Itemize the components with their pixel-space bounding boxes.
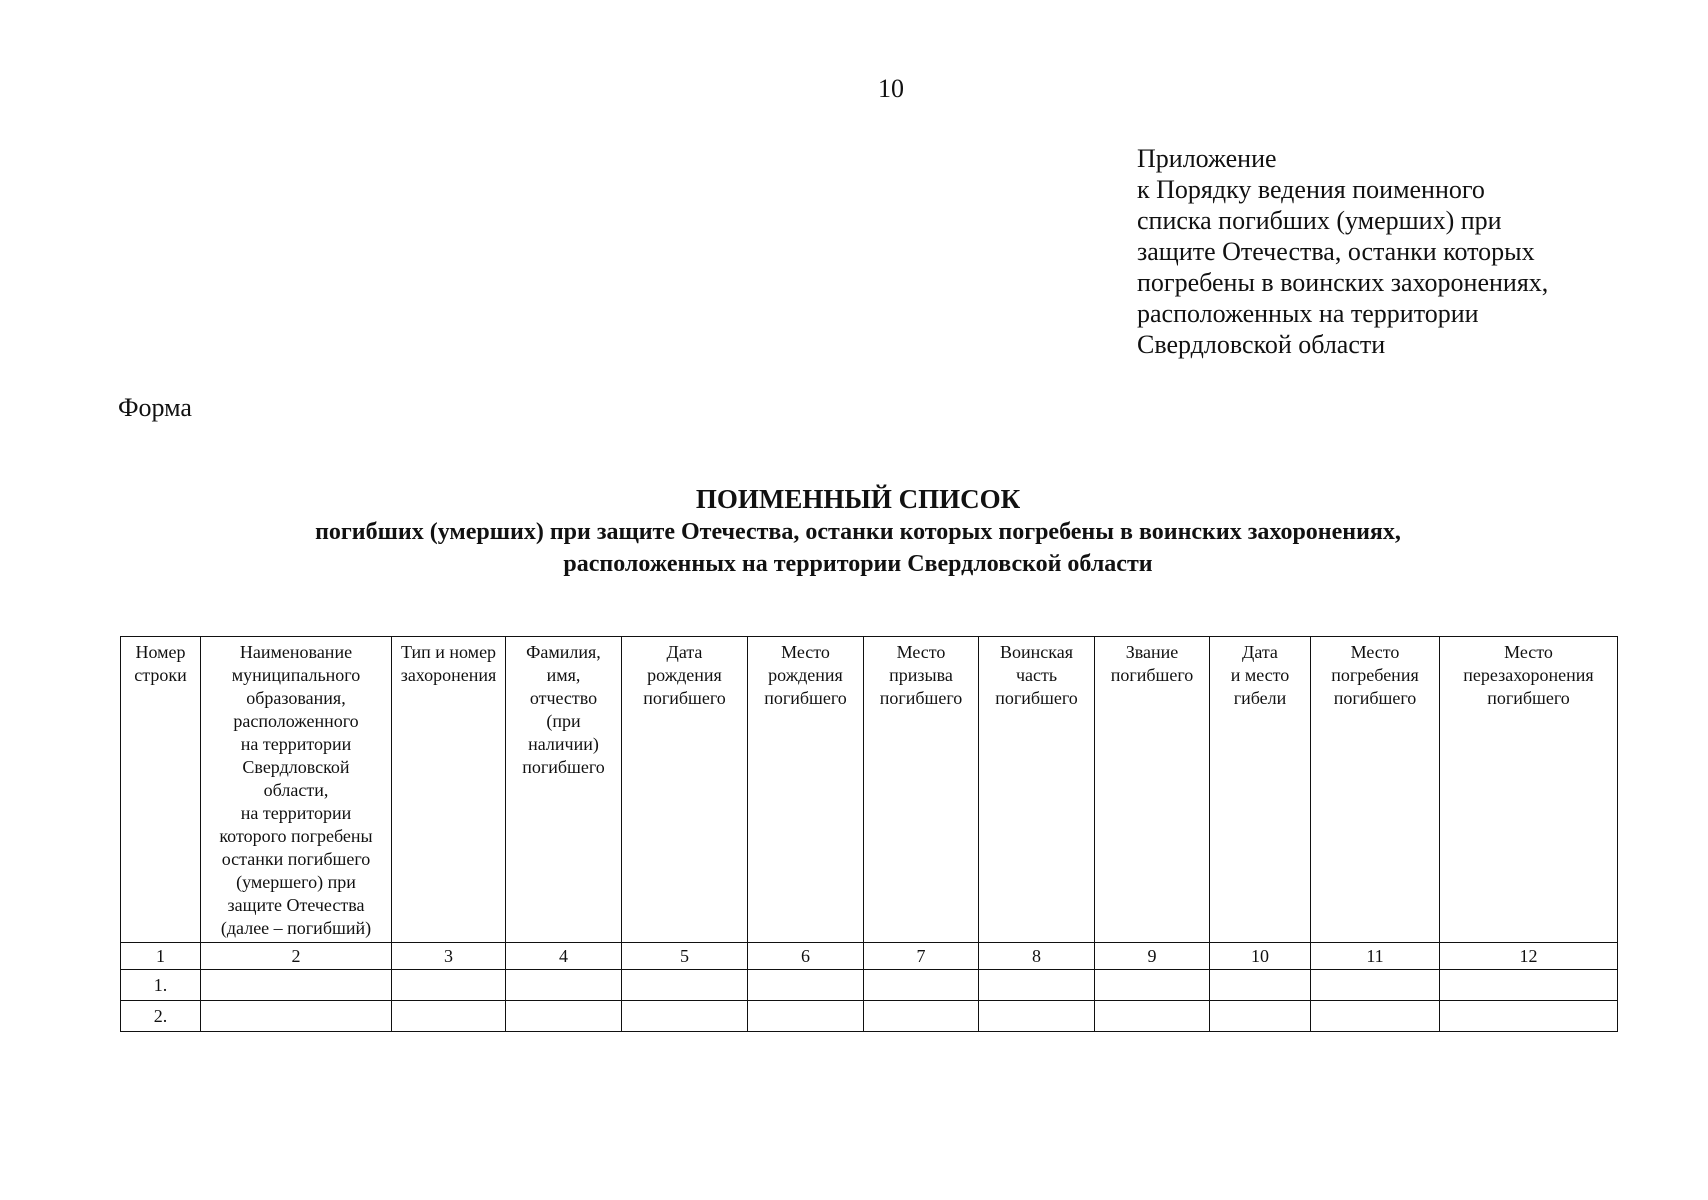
appendix-line: Приложение — [1137, 144, 1277, 173]
table-cell — [622, 1001, 748, 1032]
column-number: 8 — [979, 943, 1095, 970]
column-header: Место призыва погибшего — [864, 637, 979, 943]
column-header: Наименование муниципального образования, расположенного на территории Свердловской области, на территории которого погребены останки погибшего (умершего) при защите Отечества (далее – погибший) — [201, 637, 392, 943]
table-cell — [864, 970, 979, 1001]
table-cell — [392, 970, 506, 1001]
column-header: Номер строки — [121, 637, 201, 943]
row-number: 1. — [121, 970, 201, 1001]
table-cell — [1440, 970, 1618, 1001]
appendix-line: погребены в воинских захоронениях, — [1137, 268, 1549, 297]
document-title — [120, 482, 1596, 580]
column-number: 1 — [121, 943, 201, 970]
column-number: 7 — [864, 943, 979, 970]
title-main: ПОИМЕННЫЙ СПИСОК — [695, 484, 1021, 514]
table-cell — [748, 970, 864, 1001]
column-number: 4 — [506, 943, 622, 970]
appendix-line: расположенных на территории — [1137, 299, 1479, 328]
column-number-row — [121, 943, 1618, 970]
table-cell — [622, 970, 748, 1001]
column-header: Фамилия, имя, отчество (при наличии) погибшего — [506, 637, 622, 943]
appendix-line: списка погибших (умерших) при — [1137, 206, 1502, 235]
appendix-line: Свердловской области — [1137, 330, 1386, 359]
column-number: 3 — [392, 943, 506, 970]
row-number: 2. — [121, 1001, 201, 1032]
appendix-line: защите Отечества, останки которых — [1137, 237, 1535, 266]
appendix-line: к Порядку ведения поименного — [1137, 175, 1485, 204]
column-number: 2 — [201, 943, 392, 970]
table-cell — [506, 1001, 622, 1032]
column-header: Дата рождения погибшего — [622, 637, 748, 943]
page-number: 10 — [878, 74, 904, 103]
column-header: Дата и место гибели — [1210, 637, 1311, 943]
table-cell — [1095, 970, 1210, 1001]
column-header: Место перезахоронения погибшего — [1440, 637, 1618, 943]
column-header: Воинская часть погибшего — [979, 637, 1095, 943]
table-cell — [979, 970, 1095, 1001]
table-cell — [201, 1001, 392, 1032]
form-label: Форма — [118, 393, 192, 422]
table-cell — [506, 970, 622, 1001]
column-number: 10 — [1210, 943, 1311, 970]
column-number: 12 — [1440, 943, 1618, 970]
column-header: Звание погибшего — [1095, 637, 1210, 943]
table-row — [121, 970, 1618, 1001]
table-cell — [979, 1001, 1095, 1032]
table-cell — [748, 1001, 864, 1032]
table-row — [121, 1001, 1618, 1032]
column-header: Место погребения погибшего — [1311, 637, 1440, 943]
appendix-block — [1137, 143, 1548, 360]
table-cell — [201, 970, 392, 1001]
column-number: 6 — [748, 943, 864, 970]
column-header: Тип и номер захоронения — [392, 637, 506, 943]
column-header: Место рождения погибшего — [748, 637, 864, 943]
table-cell — [864, 1001, 979, 1032]
table-cell — [1311, 1001, 1440, 1032]
title-subtitle-line: расположенных на территории Свердловской области — [563, 551, 1153, 577]
column-number: 11 — [1311, 943, 1440, 970]
table-cell — [1210, 970, 1311, 1001]
table-cell — [1210, 1001, 1311, 1032]
table-cell — [392, 1001, 506, 1032]
header-row — [121, 637, 1618, 943]
title-subtitle-line: погибших (умерших) при защите Отечества, останки которых погребены в воинских захоронениях, — [315, 519, 1401, 545]
table-cell — [1440, 1001, 1618, 1032]
register-table — [120, 636, 1618, 1032]
column-number: 9 — [1095, 943, 1210, 970]
table-cell — [1311, 970, 1440, 1001]
table-cell — [1095, 1001, 1210, 1032]
column-number: 5 — [622, 943, 748, 970]
